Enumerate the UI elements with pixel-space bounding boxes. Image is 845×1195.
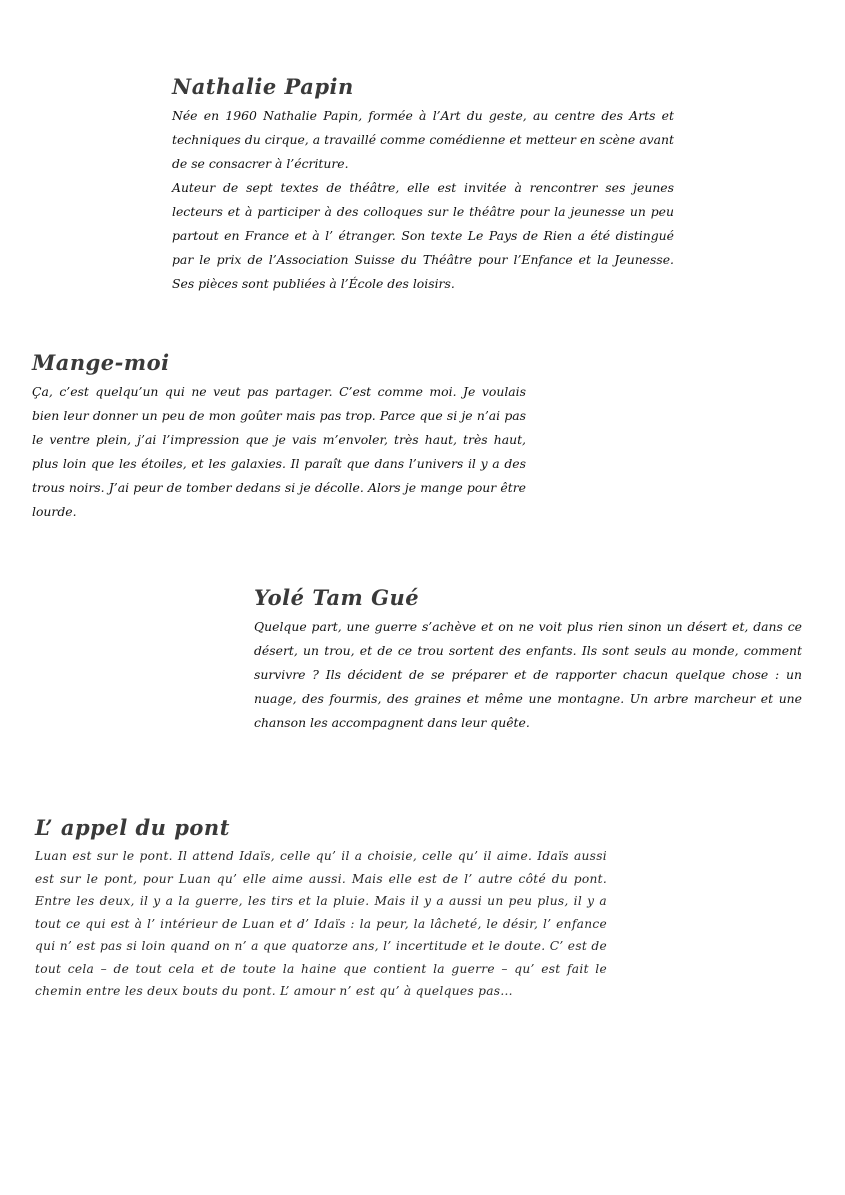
paragraph: Luan est sur le pont. Il attend Idaïs, celle qu’ il a choisie, celle qu’ il aime. Idaïs aussi est sur le pont, pour Luan qu’ elle aime aussi. Mais elle est de l’ autre côté du pont. Entre les deux, il y a la guerre, les tirs et la pluie. Mais il y a aussi un peu plus, il y a tout ce qui est à l’ intérieur de Luan et d’ Idaïs : la peur, la lâcheté, le désir, l’ enfance qui n’ est pas si loin quand on n’ a que quatorze ans, l’ incertitude et le doute. C’ est de tout cela – de tout cela et de toute la haine que contient la guerre – qu’ est fait le chemin entre les deux bouts du pont. L’ amour n’ est qu’ à quelques pas... — [35, 849, 607, 998]
section-title: Mange-moi — [32, 350, 170, 375]
paragraph: Quelque part, une guerre s’achève et on ne voit plus rien sinon un désert et, dans ce désert, un trou, et de ce trou sortent des enfants. Ils sont seuls au monde, comment survivre ? Ils décident de se préparer et de rapporter chacun quelque chose : un nuage, des fourmis, des graines et même une montagne. Un arbre marcheur et une chanson les accompagnent dans leur quête. — [254, 619, 802, 730]
section-nathalie-papin — [172, 74, 674, 296]
section-body — [172, 104, 674, 296]
section-title: Yolé Tam Gué — [254, 585, 420, 610]
paragraph: Ça, c’est quelqu’un qui ne veut pas partager. C’est comme moi. Je voulais bien leur donner un peu de mon goûter mais pas trop. Parce que si je n’ai pas le ventre plein, j’ai l’impression que je vais m’envoler, très haut, très haut, plus loin que les étoiles, et les galaxies. Il paraît que dans l’univers il y a des trous noirs. J’ai peur de tomber dedans si je décolle. Alors je mange pour être lourde. — [32, 384, 526, 519]
section-title: Nathalie Papin — [172, 74, 354, 99]
section-mange-moi — [32, 350, 526, 524]
section-body — [35, 845, 607, 1003]
section-body — [32, 380, 526, 524]
section-yole-tam-gue — [254, 585, 802, 735]
paragraph: Auteur de sept textes de théâtre, elle est invitée à rencontrer ses jeunes lecteurs et à participer à des colloques sur le théâtre pour la jeunesse un peu partout en France et à l’ étranger. Son texte Le Pays de Rien a été distingué par le prix de l’Association Suisse du Théâtre pour l’Enfance et la Jeunesse. Ses pièces sont publiées à l’École des loisirs. — [172, 180, 674, 291]
section-body — [254, 615, 802, 735]
section-appel-du-pont — [35, 815, 607, 1003]
paragraph: Née en 1960 Nathalie Papin, formée à l’Art du geste, au centre des Arts et techniques du cirque, a travaillé comme comédienne et metteur en scène avant de se consacrer à l’écriture. — [172, 108, 674, 171]
section-title: L’ appel du pont — [35, 815, 230, 840]
